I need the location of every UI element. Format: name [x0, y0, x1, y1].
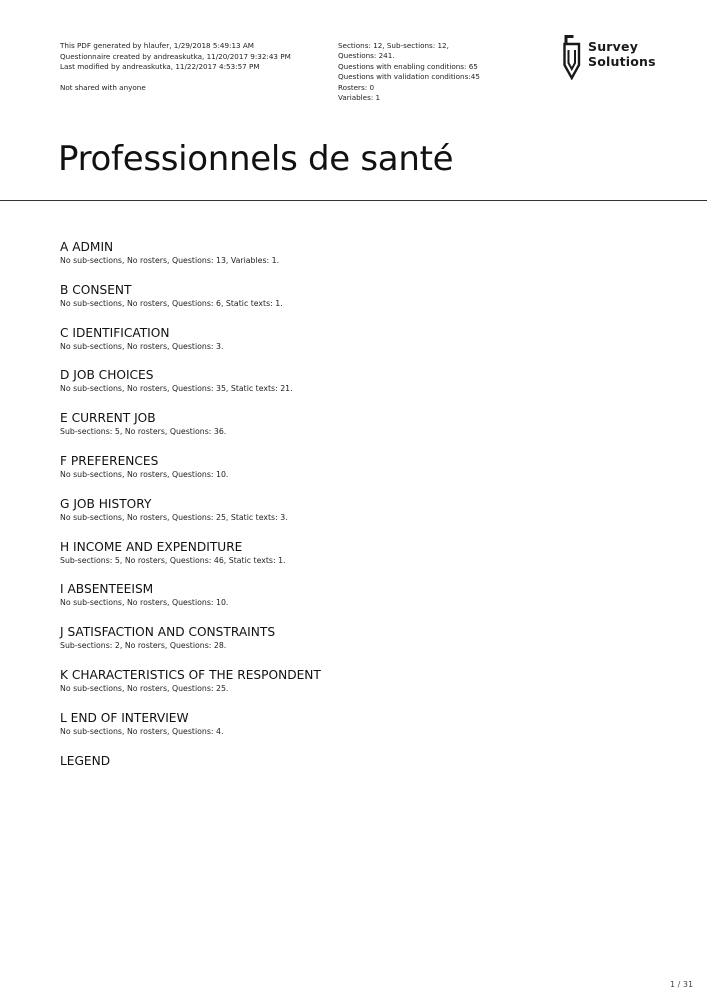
section-summary: No sub-sections, No rosters, Questions: 25, Static texts: 3.: [60, 512, 288, 522]
sections-stat: Sections: 12, Sub-sections: 12,: [338, 41, 449, 50]
section-title[interactable]: B CONSENT: [60, 282, 132, 297]
section-item[interactable]: [60, 239, 321, 282]
sharing-info: Not shared with anyone: [60, 83, 146, 92]
variables-stat: Variables: 1: [338, 93, 381, 103]
questionnaire-stats: [338, 41, 480, 103]
section-title[interactable]: K CHARACTERISTICS OF THE RESPONDENT: [60, 667, 321, 682]
section-item[interactable]: [60, 753, 321, 796]
section-item[interactable]: [60, 624, 321, 667]
section-item[interactable]: [60, 325, 321, 368]
section-item[interactable]: [60, 581, 321, 624]
pen-icon: [563, 34, 581, 80]
section-item[interactable]: [60, 453, 321, 496]
section-title[interactable]: L END OF INTERVIEW: [60, 710, 189, 725]
logo-line-1: Survey: [588, 39, 639, 54]
section-item[interactable]: [60, 282, 321, 325]
section-item[interactable]: [60, 667, 321, 710]
page-number: 1 / 31: [670, 980, 694, 989]
created-info: Questionnaire created by andreaskutka, 11/20/2017 9:32:43 PM: [60, 51, 291, 61]
section-item[interactable]: [60, 539, 321, 582]
document-metadata: [60, 41, 291, 94]
section-title[interactable]: F PREFERENCES: [60, 453, 159, 468]
section-title[interactable]: E CURRENT JOB: [60, 411, 156, 426]
validation-conditions-stat: Questions with validation conditions:45: [338, 72, 480, 82]
section-summary: Sub-sections: 2, No rosters, Questions: 28.: [60, 641, 227, 651]
section-list: [60, 239, 321, 795]
section-item[interactable]: [60, 410, 321, 453]
section-summary: No sub-sections, No rosters, Questions: 3.: [60, 341, 224, 351]
section-title[interactable]: LEGEND: [60, 753, 111, 768]
section-title[interactable]: H INCOME AND EXPENDITURE: [60, 539, 243, 554]
rosters-stat: Rosters: 0: [338, 82, 375, 92]
generated-info: This PDF generated by hlaufer, 1/29/2018 5:49:13 AM: [60, 41, 255, 50]
section-title[interactable]: G JOB HISTORY: [60, 496, 152, 511]
section-summary: No sub-sections, No rosters, Questions: 35, Static texts: 21.: [60, 384, 293, 394]
section-summary: No sub-sections, No rosters, Questions: 10.: [60, 598, 229, 608]
section-summary: No sub-sections, No rosters, Questions: 10.: [60, 469, 229, 479]
section-title[interactable]: J SATISFACTION AND CONSTRAINTS: [60, 625, 276, 640]
section-item[interactable]: [60, 367, 321, 410]
page-title: Professionnels de santé: [58, 139, 454, 179]
section-summary: Sub-sections: 5, No rosters, Questions: 46, Static texts: 1.: [60, 555, 286, 565]
survey-solutions-logo: [563, 34, 663, 82]
questions-stat: Questions: 241.: [338, 51, 395, 61]
section-title[interactable]: C IDENTIFICATION: [60, 325, 170, 340]
section-title[interactable]: I ABSENTEEISM: [60, 582, 154, 597]
section-summary: No sub-sections, No rosters, Questions: 4.: [60, 726, 224, 736]
section-summary: No sub-sections, No rosters, Questions: 25.: [60, 683, 229, 693]
section-summary: No sub-sections, No rosters, Questions: 6, Static texts: 1.: [60, 298, 283, 308]
section-item[interactable]: [60, 710, 321, 753]
logo-line-2: Solutions: [588, 54, 656, 69]
modified-info: Last modified by andreaskutka, 11/22/2017 4:53:57 PM: [60, 62, 260, 71]
section-summary: No sub-sections, No rosters, Questions: 13, Variables: 1.: [60, 256, 280, 265]
enabling-conditions-stat: Questions with enabling conditions: 65: [338, 61, 478, 71]
section-title[interactable]: A ADMIN: [60, 240, 114, 254]
title-divider: [0, 200, 707, 201]
section-item[interactable]: [60, 496, 321, 539]
section-title[interactable]: D JOB CHOICES: [60, 368, 154, 383]
section-summary: Sub-sections: 5, No rosters, Questions: 36.: [60, 427, 227, 437]
